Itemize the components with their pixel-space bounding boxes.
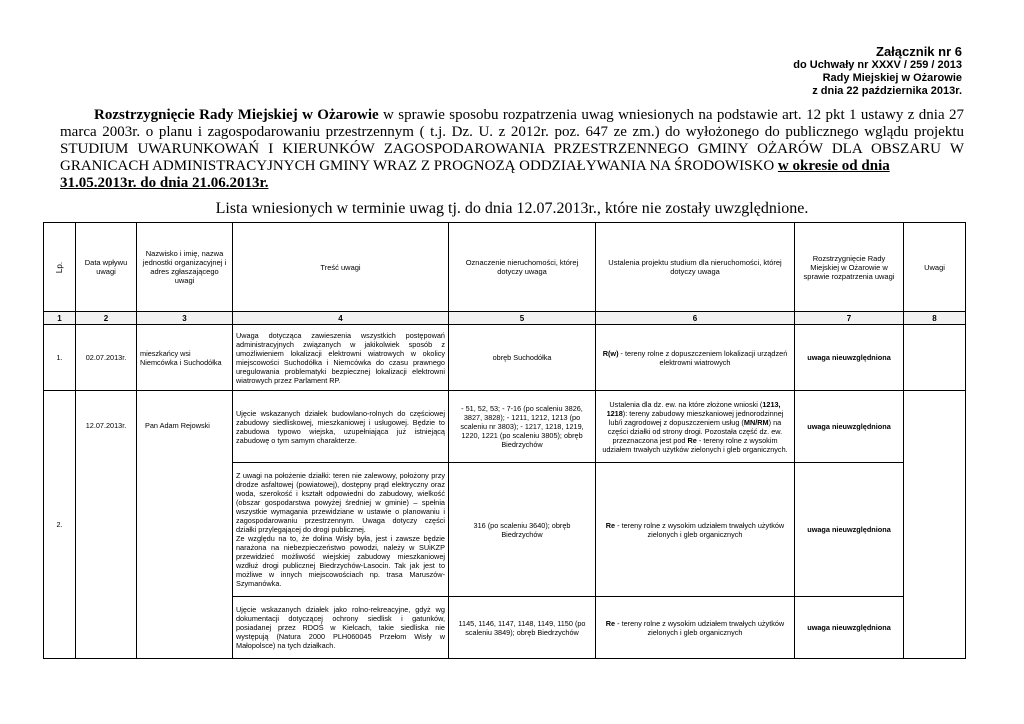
header-findings: Ustalenia projektu studium dla nieruchomości, której dotyczy uwaga (596, 223, 795, 312)
row-property: - 51, 52, 53; - 7-16 (po scaleniu 3826, 3827, 3828); - 1211, 1212, 1213 (po scaleniu nr 3803); - 1217, 1218, 1219, 1220, 1221 (po scaleniu 3805); obręb Biedrzychów (449, 391, 596, 463)
col-num: 8 (904, 312, 966, 325)
row-remarks (904, 325, 966, 391)
row-remarks (904, 391, 966, 659)
header-remarks: Uwagi (904, 223, 966, 312)
header-property: Oznaczenie nieruchomości, której dotyczy uwaga (449, 223, 596, 312)
row-lp: 1. (44, 325, 76, 391)
decision-lead: Rozstrzygnięcie Rady Miejskiej w Ożarowie (94, 107, 379, 123)
annex-header (793, 44, 962, 98)
table-row (44, 391, 966, 463)
row-resolution: uwaga nieuwzględniona (795, 463, 904, 597)
list-title: Lista wniesionych w terminie uwag tj. do dnia 12.07.2013r., które nie zostały uwzględnione. (215, 200, 809, 217)
row-content: Ujęcie wskazanych działek budowlano-rolnych do częściowej zabudowy siedliskowej, mieszkaniowej i usługowej. Będzie to zabudowa typowo wiejska, uzupełniająca już istniejącą zabudowę o tym samym charakterze. (233, 391, 449, 463)
header-name: Nazwisko i imię, nazwa jednostki organizacyjnej i adres zgłaszającego uwagi (137, 223, 233, 312)
col-num: 6 (596, 312, 795, 325)
decision-body: w sprawie sposobu rozpatrzenia uwag wniesionych na podstawie art. 12 pkt 1 ustawy z dnia 27 marca 2003r. o planu i zagospodarowaniu przestrzennym ( t.j. Dz. U. z 2012r. poz. 647 ze zm.) do wyłożonego do publicznego wglądu projektu STUDIUM UWARUNKOWAŃ I KIERUNKÓW ZAGOSPODAROWANIA PRZESTRZENNEGO GMINY OŻARÓW DLA OBSZARU W GRANICACH ADMINISTRACYJNYCH GMINY WRAZ Z PROGNOZĄ ODDZIAŁYWANIA NA ŚRODOWISKO (60, 107, 964, 174)
row-findings: Re - tereny rolne z wysokim udziałem trwałych użytków zielonych i gleb organicznych (596, 597, 795, 659)
row-resolution: uwaga nieuwzględniona (795, 597, 904, 659)
row-findings: R(w) - tereny rolne z dopuszczeniem lokalizacji urządzeń elektrowni wiatrowych (596, 325, 795, 391)
row-date: 02.07.2013r. (76, 325, 137, 391)
row-property: 1145, 1146, 1147, 1148, 1149, 1150 (po scaleniu 3849); obręb Biedrzychów (449, 597, 596, 659)
row-date: 12.07.2013r. (76, 391, 137, 659)
col-num: 3 (137, 312, 233, 325)
header-content: Treść uwagi (233, 223, 449, 312)
decision-period-label: w okresie od dnia (777, 158, 890, 174)
annex-date: z dnia 22 października 2013r. (812, 85, 962, 97)
row-property: 316 (po scaleniu 3640); obręb Biedrzychów (449, 463, 596, 597)
header-resolution: Rozstrzygnięcie Rady Miejskiej w Ożarowie w sprawie rozpatrzenia uwagi (795, 223, 904, 312)
column-number-row (44, 312, 966, 325)
row-content: Ujęcie wskazanych działek jako rolno-rekreacyjne, gdyż wg dokumentacji dotyczącej ochrony siedlisk i gatunków, posiadanej przez RDOŚ w Kielcach, takie siedliska nie występują (Natura 2000 PLH060045 Przełom Wisły w Małopolsce) na tych działkach. (233, 597, 449, 659)
row-name: mieszkańcy wsi Niemcówka i Suchodółka (137, 325, 233, 391)
header-row (44, 223, 966, 312)
resolution-number: do Uchwały nr XXXV / 259 / 2013 (793, 59, 962, 71)
col-num: 1 (44, 312, 76, 325)
decision-paragraph (60, 107, 964, 192)
row-lp: 2. (44, 391, 76, 659)
row-findings: Ustalenia dla dz. ew. na które złożone wnioski (1213, 1218): tereny zabudowy mieszkaniowej jednorodzinnej lub/i zagrodowej z dopuszczeniem usług (MN/RM) na części działki od strony drogi. Pozostała część dz. ew. przeznaczona jest pod Re - tereny rolne z wysokim udziałem trwałych użytków zielonych i gleb organicznych. (596, 391, 795, 463)
row-content: Uwaga dotycząca zawieszenia wszystkich postępowań administracyjnych związanych w jakikolwiek sposób z umożliwieniem lokalizacji elektrowni wiatrowych w okolicy miejscowości Suchodółka i Niemcówka do czasu prawnego uregulowania problematyki bezpiecznej lokalizacji elektrowni wiatrowych przez Parlament RP. (233, 325, 449, 391)
col-num: 4 (233, 312, 449, 325)
row-resolution: uwaga nieuwzględniona (795, 391, 904, 463)
col-num: 7 (795, 312, 904, 325)
col-num: 2 (76, 312, 137, 325)
row-resolution: uwaga nieuwzględniona (795, 325, 904, 391)
comments-table (43, 222, 966, 659)
annex-number: Załącznik nr 6 (876, 44, 962, 59)
col-num: 5 (449, 312, 596, 325)
decision-period-dates: 31.05.2013r. do dnia 21.06.2013r. (60, 175, 269, 191)
header-date: Data wpływu uwagi (76, 223, 137, 312)
row-findings: Re - tereny rolne z wysokim udziałem trwałych użytków zielonych i gleb organicznych (596, 463, 795, 597)
row-content: Z uwagi na położenie działki: teren nie zalewowy, położony przy drodze asfaltowej (powiatowej), dostępny prąd elektryczny oraz woda, szerokość i kształt odpowiedni do zabudowy, wielkość (obszar gospodarstwa powyżej średniej w gminie) – spełnia wszystkie wymagania przewidziane w ustawie o planowaniu i zagospodarowaniu przestrzennym. Uwaga dotyczy części działki przylegającej do drogi publicznej. Ze względu na to, że dolina Wisły była, jest i zawsze będzie narażona na niebezpieczeństwo powodzi, należy w SUiKZP przewidzieć możliwość wiejskiej zabudowy mieszkaniowej wzdłuż drogi publicznej Biedrzychów-Lasocin. Tak jak jest to możliwe w innych miejscowościach np. trasa Maruszów-Szymanówka. (233, 463, 449, 597)
row-name: Pan Adam Rejowski (137, 391, 233, 659)
council-name: Rady Miejskiej w Ożarowie (822, 72, 962, 84)
header-lp: Lp. (44, 223, 76, 312)
row-property: obręb Suchodółka (449, 325, 596, 391)
table-row (44, 325, 966, 391)
